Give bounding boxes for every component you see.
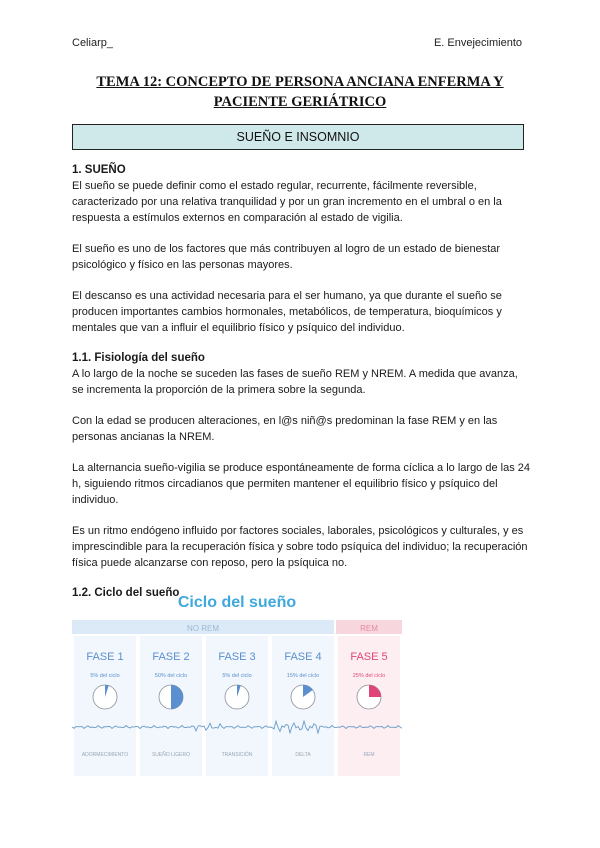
phase-state: TRANSICIÓN [221,752,253,758]
phase-percent: 5% del ciclo [90,673,120,679]
rem-label: REM [360,624,378,633]
header-right: E. Envejecimiento [433,37,522,49]
paragraph: A lo largo de la noche se suceden las fases de sueño REM y NREM. A medida que avanza, se incrementa la proporción de la primera sobre la segunda. [72,368,518,396]
section-heading-ciclo: 1.2. Ciclo del sueño [72,587,180,599]
paragraph: Es un ritmo endógeno influido por factores sociales, laborales, psicológicos y culturales, y es imprescindible para la recuperación física y sobre todo psíquica del individuo; la recuperación física puede alcanzarse con reposo, pero la psíquica no. [72,525,528,569]
nrem-label: NO REM [187,624,219,633]
section-banner: SUEÑO E INSOMNIO [72,124,524,150]
sleep-cycle-figure [72,590,412,780]
phase-percent: 25% del ciclo [352,673,386,679]
section-heading-fisiologia: 1.1. Fisiología del sueño [72,352,205,364]
phase-state: SUEÑO LIGERO [151,752,191,758]
document-body [72,162,530,601]
phase-percent: 15% del ciclo [286,673,320,679]
phase-state: REM [363,752,375,758]
page-title: TEMA 12: CONCEPTO DE PERSONA ANCIANA ENFERMA Y PACIENTE GERIÁTRICO [96,74,504,110]
phase-percent: 5% del ciclo [222,673,252,679]
phase-state: DELTA [295,752,311,758]
sleep-cycle-diagram [72,590,412,780]
phase-name: FASE 1 [86,651,124,663]
phase-name: FASE 3 [218,651,256,663]
paragraph: El sueño es uno de los factores que más contribuyen al logro de un estado de bienestar psicológico y físico en las personas mayores. [72,243,501,271]
paragraph: La alternancia sueño-vigilia se produce espontáneamente de forma cíclica a lo largo de las 24 h, siguiendo ritmos circadianos que permiten mantener el equilibrio físico y psíquico del individuo. [72,462,531,506]
paragraph: Con la edad se producen alteraciones, en l@s niñ@s predominan la fase REM y en las personas ancianas la NREM. [72,415,498,443]
phase-name: FASE 4 [284,651,322,663]
header-left: Celiarp_ [72,37,113,49]
paragraph: El sueño se puede definir como el estado regular, recurrente, fácilmente reversible, caracterizado por una relativa tranquilidad y por un gran incremento en el umbral o en la respuesta a estímulos externos en comparación al estado de vigilia. [72,180,502,224]
section-heading-sueno: 1. SUEÑO [72,164,126,176]
phase-state: ADORMECIMIENTO [81,752,129,758]
figure-title: Ciclo del sueño [177,594,297,611]
phase-name: FASE 5 [350,651,388,663]
phase-percent: 50% del ciclo [154,673,188,679]
phase-name: FASE 2 [152,651,190,663]
paragraph: El descanso es una actividad necesaria para el ser humano, ya que durante el sueño se producen importantes cambios hormonales, metabólicos, de temperatura, bioquímicos y mentales que van a influir el equilibrio físico y psíquico del individuo. [72,290,502,334]
